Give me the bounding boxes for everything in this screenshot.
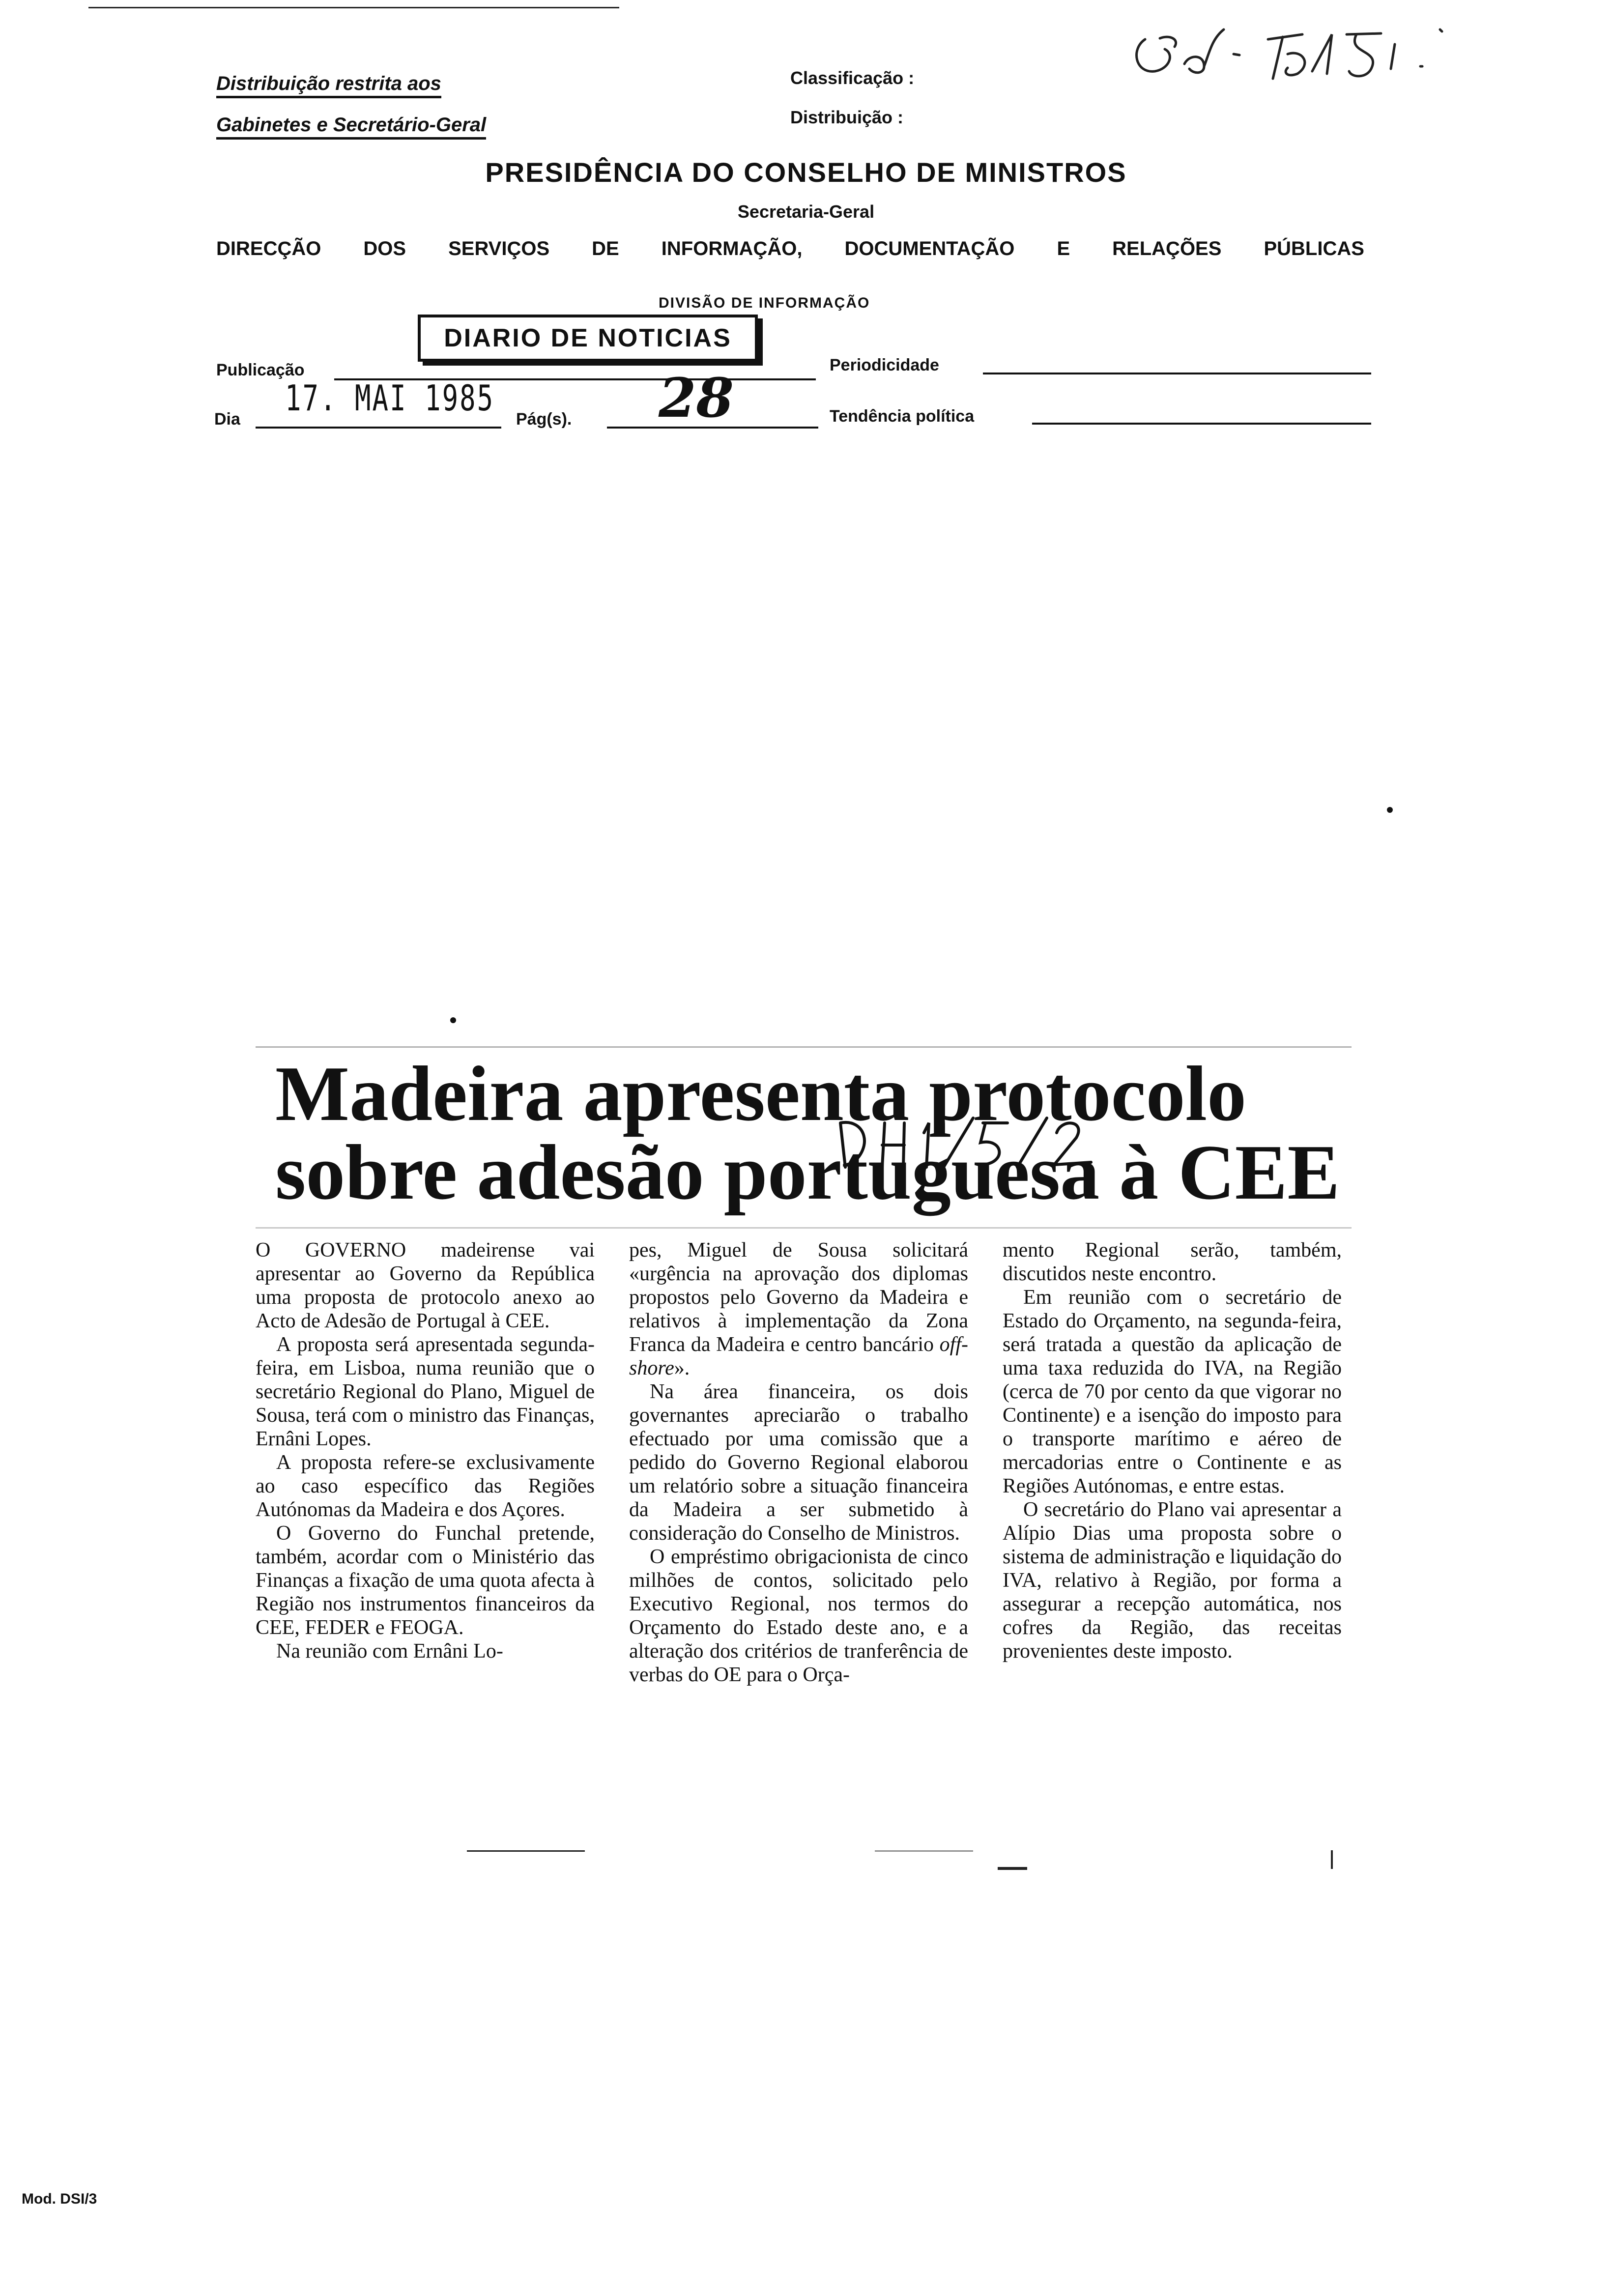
- divisao-label: DIVISÃO DE INFORMAÇÃO: [659, 295, 870, 311]
- distribuicao-label: Distribuição :: [790, 107, 904, 127]
- scan-speck: [1387, 807, 1393, 813]
- direccao-word: PÚBLICAS: [1264, 238, 1364, 259]
- scan-speck: [450, 1017, 456, 1023]
- headline-line1: Madeira apresenta protocolo: [275, 1050, 1247, 1137]
- tendencia-label: Tendência política: [830, 407, 975, 426]
- dia-field-line: [256, 427, 501, 429]
- article-paragraph: O GOVERNO madeirense vai apresentar ao Governo da República uma proposta de protocolo anexo ao Acto de Adesão de Portugal à CEE.: [256, 1239, 595, 1332]
- direccao-word: DOCUMENTAÇÃO: [844, 238, 1015, 259]
- article-paragraph: Na reunião com Ernâni Lo-: [276, 1640, 503, 1663]
- periodicidade-field-line: [983, 373, 1371, 374]
- institution-title: PRESIDÊNCIA DO CONSELHO DE MINISTROS: [485, 157, 1127, 188]
- article-paragraph: pes, Miguel de Sousa solicitará «urgência na aprovação dos diplomas propostos pelo Governo da Madeira e relativos à implementação da Zona Franca da Madeira e centro bancário off-shore».: [629, 1239, 968, 1379]
- article-paragraph: O secretário do Plano vai apresentar a Alípio Dias uma proposta sobre o sistema de administração e liquidação do IVA, relativo à Região, por forma a assegurar a recepção automática, nos cofres da Região, das receitas provenientes deste imposto.: [1003, 1498, 1342, 1663]
- article-paragraph: A proposta será apresentada segunda-feira, em Lisboa, numa reunião que o secretário Regional do Plano, Miguel de Sousa, terá com o ministro das Finanças, Ernâni Lopes.: [256, 1333, 595, 1450]
- article-column-3: [1003, 1238, 1342, 1663]
- handwritten-annotation: [1125, 20, 1479, 88]
- classificacao-label: Classificação :: [790, 68, 915, 88]
- article-paragraph: mento Regional serão, também, discutidos neste encontro.: [1003, 1239, 1342, 1285]
- direccao-word: RELAÇÕES: [1112, 238, 1222, 259]
- clipping-top-rule: [256, 1046, 1352, 1048]
- handwritten-date-overlay: [831, 1103, 1106, 1177]
- date-stamp: 17. MAI 1985: [285, 377, 495, 419]
- direccao-word: INFORMAÇÃO,: [661, 238, 803, 259]
- periodicidade-label: Periodicidade: [830, 356, 939, 374]
- article-column-2: [629, 1238, 968, 1687]
- secretaria-geral: Secretaria-Geral: [737, 201, 875, 222]
- article-column-1: [256, 1238, 595, 1663]
- restricted-distribution-line1: Distribuição restrita aos: [216, 73, 441, 98]
- article-paragraph: O Governo do Funchal pretende, também, acordar com o Ministério das Finanças a fixação de uma quota afecta à Região nos instrumentos financeiros da CEE, FEDER e FEOGA.: [256, 1522, 595, 1639]
- clipping-headline-rule: [256, 1227, 1352, 1229]
- lead-caps: O GOVERNO: [256, 1239, 406, 1262]
- direccao-word: E: [1057, 238, 1070, 259]
- dia-label: Dia: [214, 410, 240, 429]
- article-paragraph: Na área financeira, os dois governantes apreciarão o trabalho efectuado por uma comissão que a pedido do Governo Regional elaborou um relatório sobre a situação financeira da Madeira a ser submetido à consideração do Conselho de Ministros.: [629, 1380, 968, 1545]
- direccao-word: DOS: [363, 238, 406, 259]
- column-end-rule: [467, 1850, 585, 1852]
- publication-stamp: DIARIO DE NOTICIAS: [418, 315, 758, 362]
- direccao-word: SERVIÇOS: [448, 238, 550, 259]
- handwritten-page-number: 28: [659, 366, 734, 430]
- column-end-mark: [998, 1867, 1027, 1870]
- headline-line2: sobre adesão portuguesa à CEE: [275, 1128, 1340, 1216]
- direccao-word: DE: [592, 238, 619, 259]
- tendencia-field-line: [1032, 423, 1371, 425]
- scan-top-line: [88, 7, 619, 8]
- direccao-line: [216, 238, 1364, 260]
- newspaper-clipping: [256, 1044, 1352, 1870]
- publicacao-label: Publicação: [216, 361, 305, 379]
- form-model-code: Mod. DSI/3: [22, 2191, 97, 2207]
- article-paragraph: Em reunião com o secretário de Estado do Orçamento, na segunda-feira, será tratada a questão da aplicação de uma taxa reduzida do IVA, na Região (cerca de 70 por cento da que vigorar no Continente) e a isenção do imposto para o transporte marítimo e aéreo de mercadorias entre o Continente e as Regiões Autónomas, e entre estas.: [1003, 1286, 1342, 1497]
- article-paragraph: A proposta refere-se exclusivamente ao caso específico das Regiões Autónomas da Madeira e dos Açores.: [256, 1451, 595, 1521]
- column-end-rule: [875, 1850, 973, 1852]
- column-end-mark: [1331, 1850, 1333, 1869]
- direccao-word: DIRECÇÃO: [216, 238, 321, 259]
- restricted-distribution-line2: Gabinetes e Secretário-Geral: [216, 114, 486, 140]
- article-paragraph: O empréstimo obrigacionista de cinco milhões de contos, solicitado pelo Executivo Regional, nos termos do Orçamento do Estado deste ano, e a alteração dos critérios de tranferência de verbas do OE para o Orça-: [629, 1546, 968, 1686]
- paginas-label: Pág(s).: [516, 410, 572, 429]
